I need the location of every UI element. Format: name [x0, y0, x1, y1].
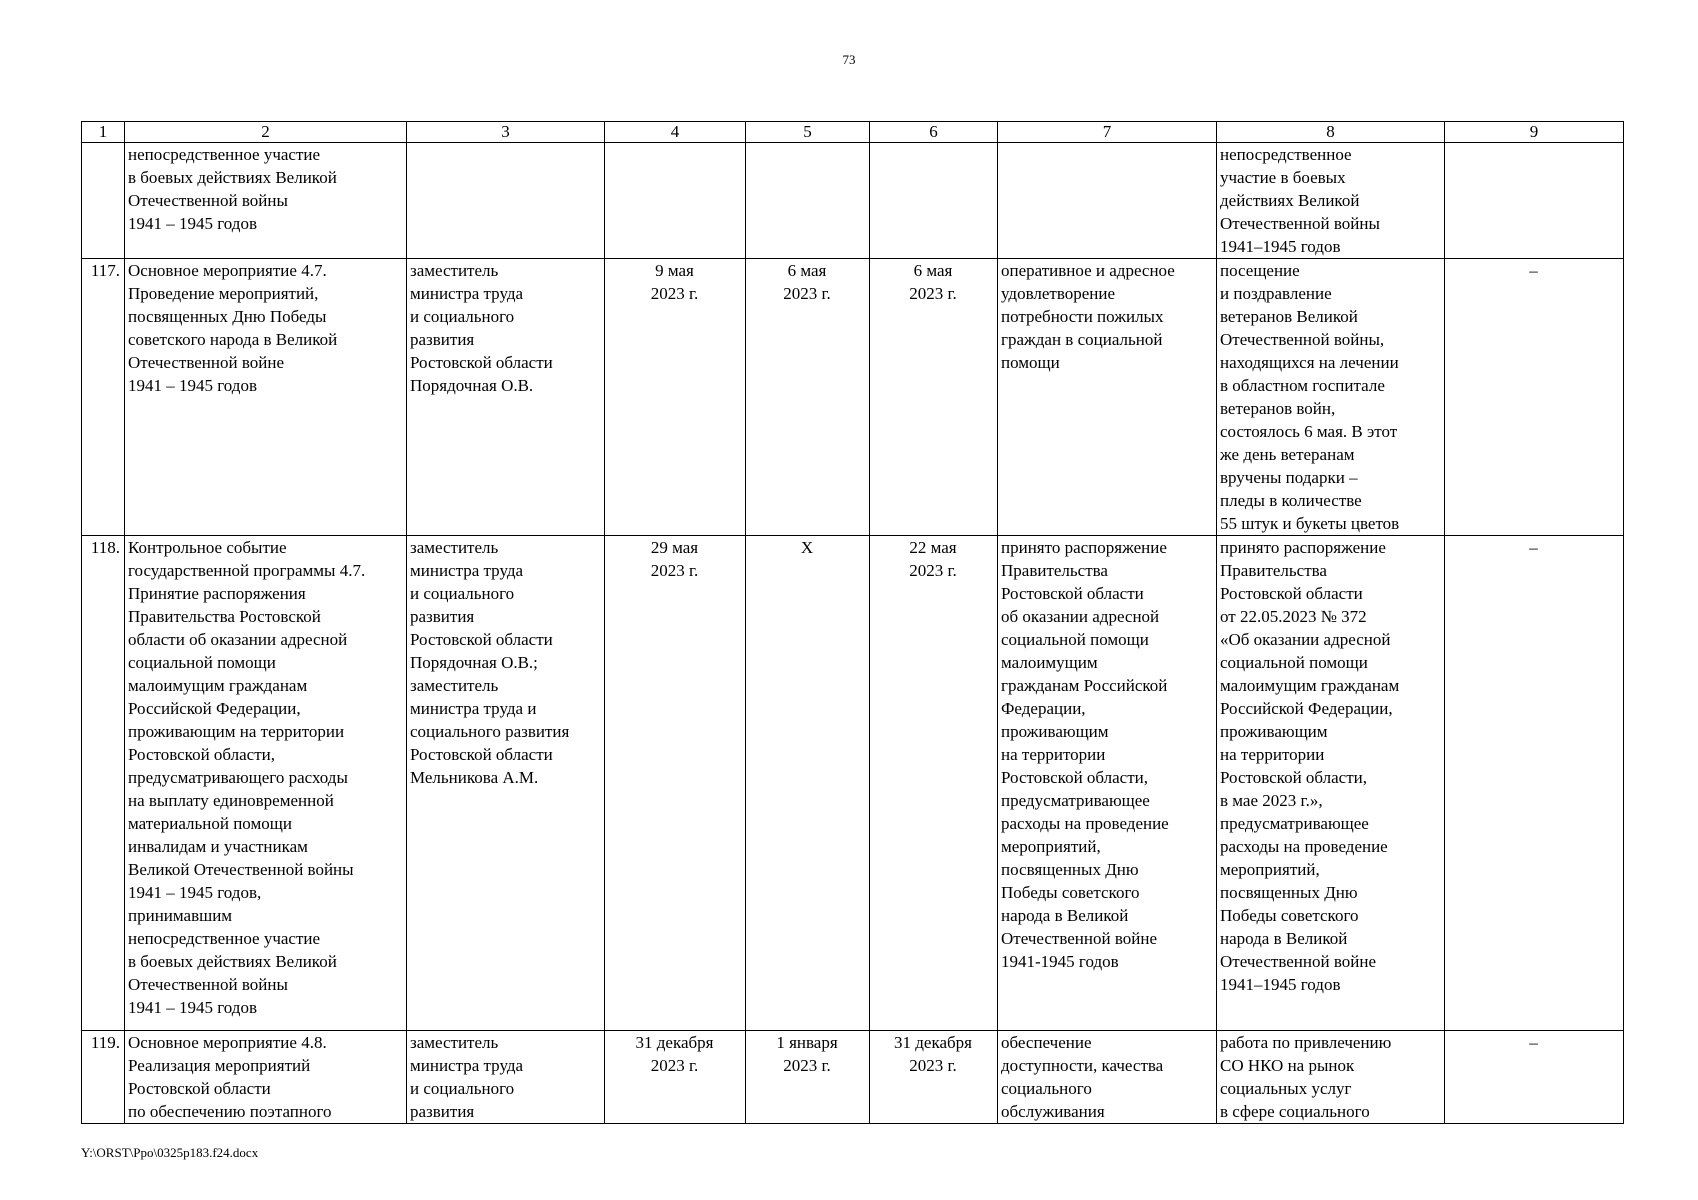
responsible-cell: заместитель министра труда и социального развития: [407, 1031, 605, 1124]
row-number: [82, 143, 125, 259]
table-row: [82, 259, 1624, 536]
column-number: 5: [746, 122, 870, 143]
planned-date-cell: [605, 143, 746, 259]
planned-date-cell: 31 декабря 2023 г.: [605, 1031, 746, 1124]
actual-result-cell: принято распоряжение Правительства Ростовской области от 22.05.2023 № 372 «Об оказании адресной социальной помощи малоимущим гражданам Российской Федерации, проживающим на территории Ростовской области, в мае 2023 г.», предусматривающее расходы на проведение мероприятий, посвященных Дню Победы советского народа в Великой Отечественной войне 1941–1945 годов: [1217, 536, 1445, 1031]
column-number: 8: [1217, 122, 1445, 143]
row-number: 117.: [82, 259, 125, 536]
page-number: 73: [842, 52, 856, 67]
column-number: 3: [407, 122, 605, 143]
table-row: [82, 143, 1624, 259]
notes-cell: –: [1445, 1031, 1624, 1124]
planned-date-cell: 29 мая 2023 г.: [605, 536, 746, 1031]
notes-cell: [1445, 143, 1624, 259]
expected-result-cell: обеспечение доступности, качества социального обслуживания: [998, 1031, 1217, 1124]
actual-end-cell: 22 мая 2023 г.: [870, 536, 998, 1031]
responsible-cell: [407, 143, 605, 259]
responsible-cell: заместитель министра труда и социального развития Ростовской области Порядочная О.В.: [407, 259, 605, 536]
column-number: 1: [82, 122, 125, 143]
row-number: 119.: [82, 1031, 125, 1124]
notes-cell: –: [1445, 259, 1624, 536]
expected-result-cell: [998, 143, 1217, 259]
expected-result-cell: принято распоряжение Правительства Ростовской области об оказании адресной социальной помощи малоимущим гражданам Российской Федерации, проживающим на территории Ростовской области, предусматривающее расходы на проведение мероприятий, посвященных Дню Победы советского народа в Великой Отечественной войне 1941-1945 годов: [998, 536, 1217, 1031]
column-number: 7: [998, 122, 1217, 143]
actual-start-cell: 1 января 2023 г.: [746, 1031, 870, 1124]
file-path-footer: Y:\ORST\Ppo\0325p183.f24.docx: [81, 1145, 259, 1160]
event-cell: Основное мероприятие 4.7. Проведение мероприятий, посвященных Дню Победы советского народа в Великой Отечественной войне 1941 – 1945 годов: [125, 259, 407, 536]
actual-result-cell: работа по привлечению СО НКО на рынок социальных услуг в сфере социального: [1217, 1031, 1445, 1124]
column-number: 4: [605, 122, 746, 143]
actual-start-cell: X: [746, 536, 870, 1031]
actual-start-cell: [746, 143, 870, 259]
column-number: 6: [870, 122, 998, 143]
table-row: [82, 1031, 1624, 1124]
expected-result-cell: оперативное и адресное удовлетворение потребности пожилых граждан в социальной помощи: [998, 259, 1217, 536]
event-cell: Контрольное событие государственной программы 4.7. Принятие распоряжения Правительства Ростовской области об оказании адресной социальной помощи малоимущим гражданам Российской Федерации, проживающим на территории Ростовской области, предусматривающего расходы на выплату единовременной материальной помощи инвалидам и участникам Великой Отечественной войны 1941 – 1945 годов, принимавшим непосредственное участие в боевых действиях Великой Отечественной войны 1941 – 1945 годов: [125, 536, 407, 1031]
notes-cell: –: [1445, 536, 1624, 1031]
event-cell: непосредственное участие в боевых действиях Великой Отечественной войны 1941 – 1945 годов: [125, 143, 407, 259]
actual-end-cell: [870, 143, 998, 259]
actual-end-cell: 6 мая 2023 г.: [870, 259, 998, 536]
actual-end-cell: 31 декабря 2023 г.: [870, 1031, 998, 1124]
report-table: [81, 121, 1624, 1124]
column-number-row: [82, 122, 1624, 143]
actual-start-cell: 6 мая 2023 г.: [746, 259, 870, 536]
event-cell: Основное мероприятие 4.8. Реализация мероприятий Ростовской области по обеспечению поэтапного: [125, 1031, 407, 1124]
actual-result-cell: посещение и поздравление ветеранов Великой Отечественной войны, находящихся на лечении в областном госпитале ветеранов войн, состоялось 6 мая. В этот же день ветеранам вручены подарки – пледы в количестве 55 штук и букеты цветов: [1217, 259, 1445, 536]
column-number: 9: [1445, 122, 1624, 143]
row-number: 118.: [82, 536, 125, 1031]
table-row: [82, 536, 1624, 1031]
planned-date-cell: 9 мая 2023 г.: [605, 259, 746, 536]
column-number: 2: [125, 122, 407, 143]
actual-result-cell: непосредственное участие в боевых действиях Великой Отечественной войны 1941–1945 годов: [1217, 143, 1445, 259]
responsible-cell: заместитель министра труда и социального развития Ростовской области Порядочная О.В.; заместитель министра труда и социального развития Ростовской области Мельникова А.М.: [407, 536, 605, 1031]
